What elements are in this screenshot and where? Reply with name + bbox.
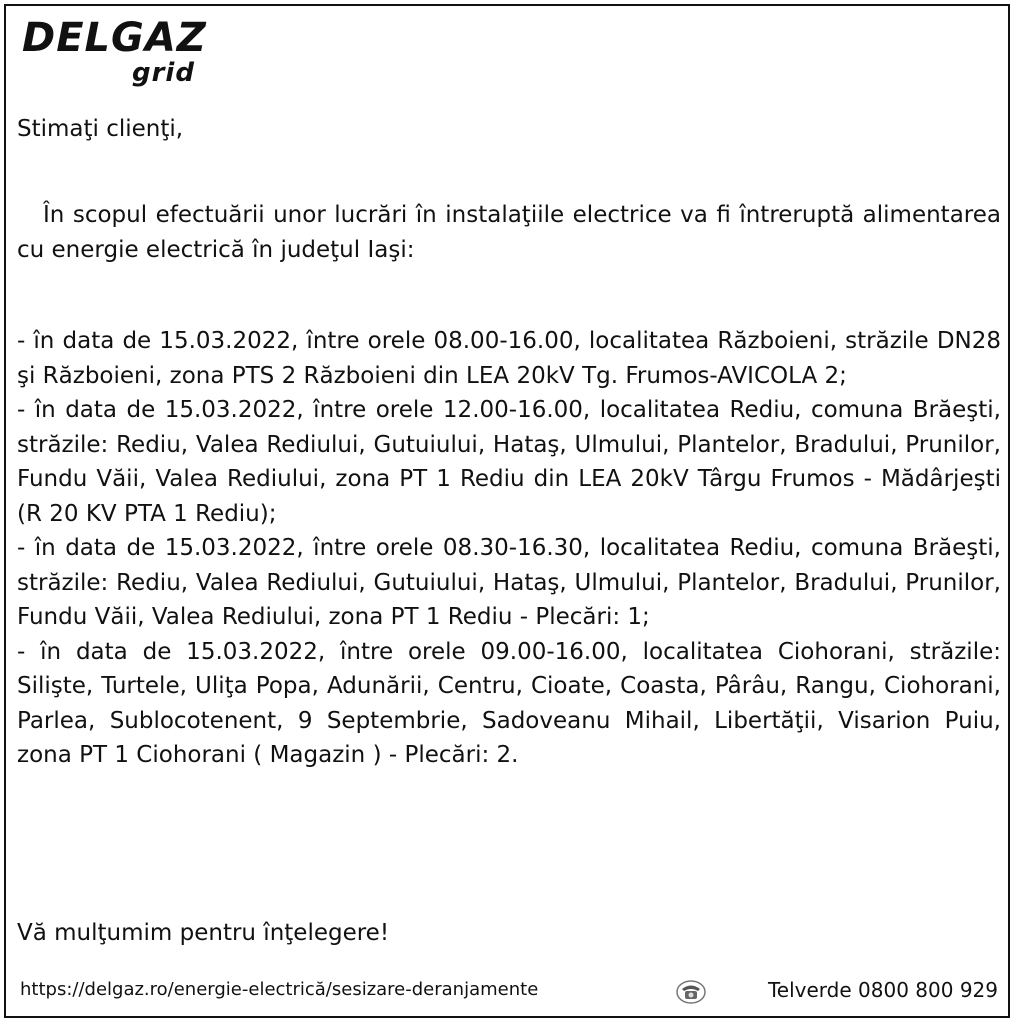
logo-subtitle: grid: [132, 58, 195, 88]
outage-item-rediu-2: - în data de 15.03.2022, între orele 08.30-16.30, localitatea Rediu, comuna Brăeşti, străzile: Rediu, Valea Rediului, Gutuiului, Hataş, Ulmului, Plantelor, Bradului, Prunilor, Fundu Văii, Valea Rediului, zona PT 1 Rediu - Plecări: 1;: [17, 535, 1001, 630]
outage-item-rediu-1: - în data de 15.03.2022, între orele 12.00-16.00, localitatea Rediu, comuna Brăeşti, străzile: Rediu, Valea Rediului, Gutuiului, Hataş, Ulmului, Plantelor, Bradului, Prunilor, Fundu Văii, Valea Rediului, zona PT 1 Rediu din LEA 20kV Târgu Frumos - Mădârjeşti (R 20 KV PTA 1 Rediu);: [17, 397, 1001, 527]
telephone-icon: [676, 978, 706, 1004]
logo-wordmark: DELGAZ: [22, 15, 207, 61]
report-outage-link[interactable]: https://delgaz.ro/energie-electrică/sesizare-deranjamente: [20, 979, 539, 1000]
closing-thanks: Vă mulţumim pentru înţelegere!: [17, 920, 390, 946]
outage-list: [17, 324, 1001, 773]
outage-item-razboieni: - în data de 15.03.2022, între orele 08.00-16.00, localitatea Războieni, străzile DN28 şi Războieni, zona PTS 2 Războieni din LEA 20kV Tg. Frumos-AVICOLA 2;: [17, 328, 1001, 389]
footer: [20, 975, 998, 1005]
toll-free-phone: Telverde 0800 800 929: [767, 978, 998, 1002]
intro-paragraph: În scopul efectuării unor lucrări în instalaţiile electrice va fi întreruptă alimentarea cu energie electrică în judeţul Iaşi:: [17, 202, 1001, 263]
greeting: Stimaţi clienţi,: [17, 116, 184, 142]
outage-item-ciohorani: - în data de 15.03.2022, între orele 09.00-16.00, localitatea Ciohorani, străzile: Silişte, Turtele, Uliţa Popa, Adunării, Centru, Cioate, Coasta, Pârâu, Rangu, Ciohorani, Parlea, Sublocotenent, 9 Septembrie, Sadoveanu Mihail, Libertăţii, Visarion Puiu, zona PT 1 Ciohorani ( Magazin ) - Plecări: 2.: [17, 638, 1001, 768]
delgaz-logo: [22, 14, 222, 94]
